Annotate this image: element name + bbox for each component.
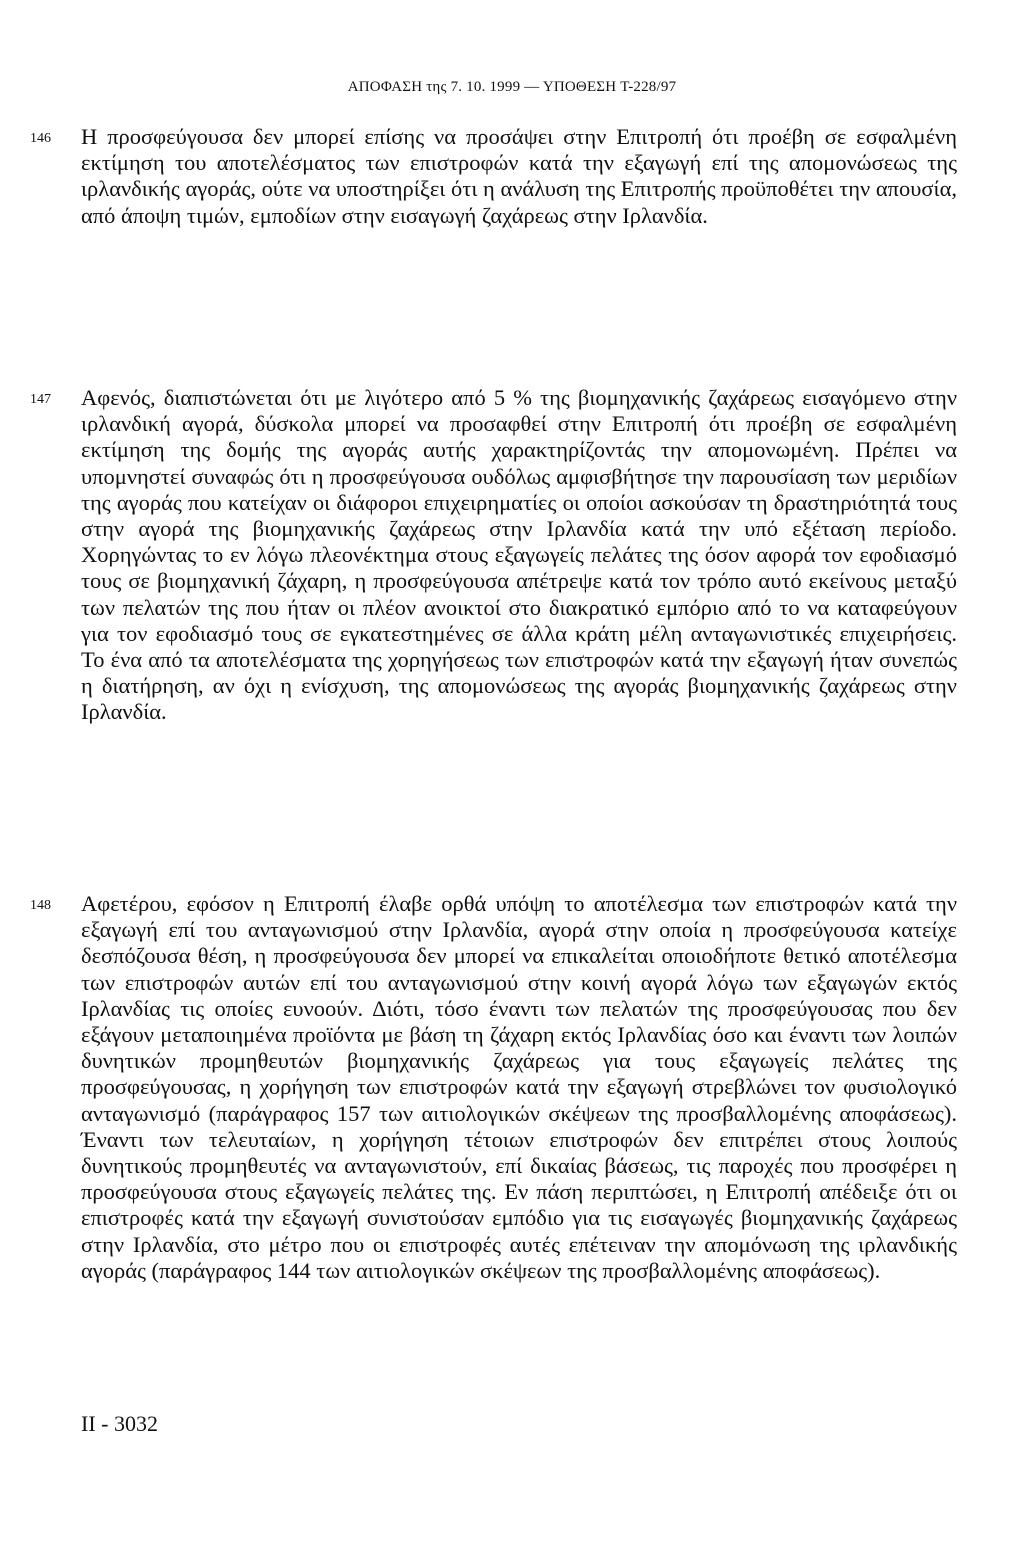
paragraph-number-147: 147 bbox=[30, 392, 51, 407]
running-header: ΑΠΟΦΑΣΗ της 7. 10. 1999 — ΥΠΟΘΕΣΗ T-228/97 bbox=[347, 79, 677, 95]
paragraph-number-146: 146 bbox=[30, 131, 51, 146]
paragraph-number-148: 148 bbox=[30, 898, 51, 913]
page-number: II - 3032 bbox=[81, 1411, 158, 1436]
paragraph-147-text: Αφενός, διαπιστώνεται ότι με λιγότερο από 5 % της βιομηχανικής ζαχάρεως εισαγόμενο στην ιρλανδική αγορά, δύσκολα μπορεί να προσαφθεί στην Επιτροπή ότι προέβη σε εσφαλμένη εκτίμηση της δομής της αγοράς αυτής χαρακτηρίζοντάς την απομονωμένη. Πρέπει να υπομνηστεί συναφώς ότι η προσφεύγουσα ουδόλως αμφισβήτησε την παρουσίαση των μεριδίων της αγοράς που κατείχαν οι διάφοροι επιχειρηματίες οι οποίοι ασκούσαν τη δραστηριότητά τους στην αγορά της βιομηχανικής ζαχάρεως στην Ιρλανδία κατά την υπό εξέταση περίοδο. Χορηγώντας το εν λόγω πλεονέκτημα στους εξαγωγείς πελάτες της όσον αφορά τον εφοδιασμό τους σε βιομηχανική ζάχαρη, η προσφεύγουσα απέτρεψε κατά τον τρόπο αυτό εκείνους μεταξύ των πελατών της που ήταν οι πλέον ανοικτοί στο διακρατικό εμπόριο από το να καταφεύγουν για τον εφοδιασμό τους σε εγκατεστημένες σε άλλα κράτη μέλη ανταγωνιστικές επιχειρήσεις. Το ένα από τα αποτελέσματα της χορηγήσεως των επιστροφών κατά την εξαγωγή ήταν συνεπώς η διατήρηση, αν όχι η ενίσχυση, της απομονώσεως της αγοράς βιομηχανικής ζαχάρεως στην Ιρλανδία. bbox=[81, 385, 957, 725]
paragraph-148-text: Αφετέρου, εφόσον η Επιτροπή έλαβε ορθά υπόψη το αποτέλεσμα των επιστροφών κατά την εξαγωγή επί του ανταγωνισμού στην Ιρλανδία, αγορά στην οποία η προσφεύγουσα κατείχε δεσπόζουσα θέση, η προσφεύγουσα δεν μπορεί να επικαλείται οποιοδήποτε θετικό αποτέλεσμα των επιστροφών αυτών επί του ανταγωνισμού στην κοινή αγορά λόγω των εξαγωγών εκτός Ιρλανδίας τις οποίες ευνοούν. Διότι, τόσο έναντι των πελατών της προσφεύγουσας που δεν εξάγουν μεταποιημένα προϊόντα με βάση τη ζάχαρη εκτός Ιρλανδίας όσο και έναντι των λοιπών δυνητικών προμηθευτών βιομηχανικής ζαχάρεως για τους εξαγωγείς πελάτες της προσφεύγουσας, η χορήγηση των επιστροφών κατά την εξαγωγή στρεβλώνει τον φυσιολογικό ανταγωνισμό (παράγραφος 157 των αιτιολογικών σκέψεων της προσβαλλομένης αποφάσεως). Έναντι των τελευταίων, η χορήγηση τέτοιων επιστροφών δεν επιτρέπει στους λοιπούς δυνητικούς προμηθευτές να ανταγωνιστούν, επί δικαίας βάσεως, τις παροχές που προσφέρει η προσφεύγουσα στους εξαγωγείς πελάτες της. Εν πάση περιπτώσει, η Επιτροπή απέδειξε ότι οι επιστροφές κατά την εξαγωγή συνιστούσαν εμπόδιο για τις εισαγωγές βιομηχανικής ζαχάρεως στην Ιρλανδία, στο μέτρο που οι επιστροφές αυτές επέτειναν την απομόνωση της ιρλανδικής αγοράς (παράγραφος 144 των αιτιολογικών σκέψεων της προσβαλλομένης αποφάσεως). bbox=[81, 891, 957, 1283]
paragraph-146-text: Η προσφεύγουσα δεν μπορεί επίσης να προσάψει στην Επιτροπή ότι προέβη σε εσφαλμένη εκτίμηση του αποτελέσματος των επιστροφών κατά την εξαγωγή επί της απομονώσεως της ιρλανδικής αγοράς, ούτε να υποστηρίξει ότι η ανάλυση της Επιτροπής προϋποθέτει την απουσία, από άποψη τιμών, εμποδίων στην εισαγωγή ζαχάρεως στην Ιρλανδία. bbox=[81, 124, 957, 228]
